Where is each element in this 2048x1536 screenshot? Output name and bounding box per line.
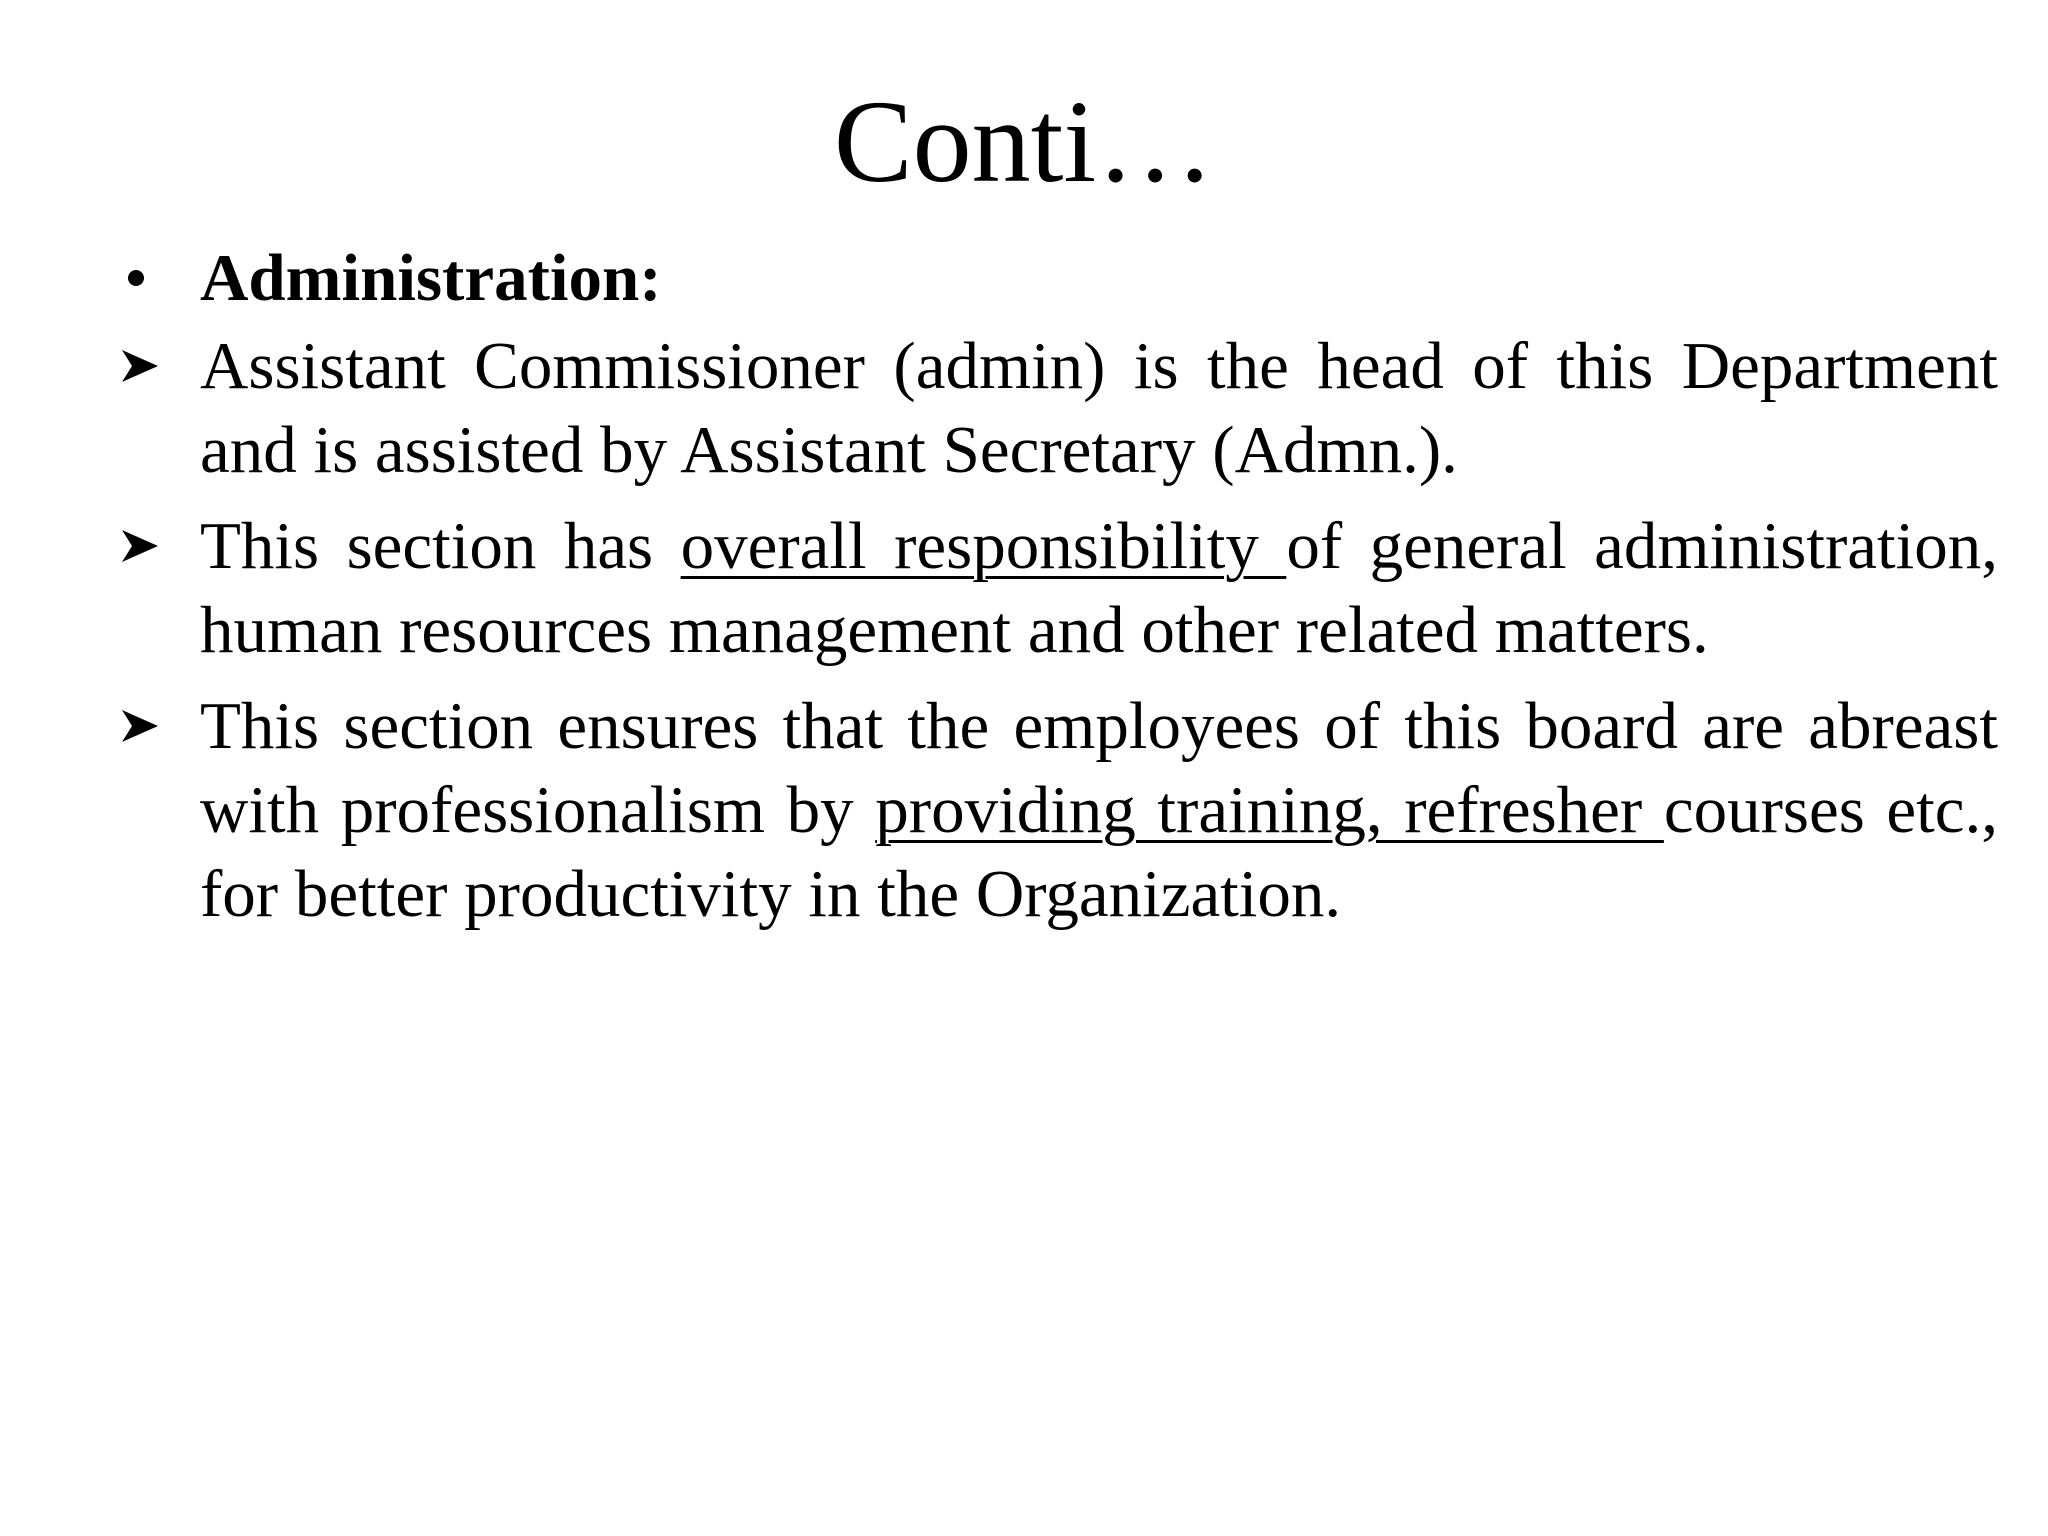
bullet-icon (120, 236, 180, 320)
slide-title: Conti… (833, 76, 1215, 207)
underlined-phrase: providing training, refresher (875, 773, 1664, 847)
arrow-bullet-icon (120, 324, 180, 408)
slide-body (120, 236, 1998, 948)
point-segment: This section has (200, 509, 681, 583)
list-item (120, 324, 1998, 492)
section-heading (120, 236, 1998, 320)
list-item (120, 684, 1998, 936)
point-segment: Assistant Commissioner (admin) is the head of this Department and is assisted by Assistant Secretary (Admn.). (200, 329, 1998, 487)
point-text (200, 689, 1998, 931)
arrow-bullet-icon (120, 504, 180, 588)
point-segment: courses etc., for better productivity in the Organization. (200, 773, 1999, 931)
arrow-bullet-icon (120, 684, 180, 768)
point-text (200, 509, 1998, 667)
point-text (200, 329, 1998, 487)
underlined-phrase: overall responsibility (680, 509, 1287, 583)
list-item (120, 504, 1998, 672)
section-heading-text: Administration: (200, 241, 662, 315)
point-segment: This section ensures that the employees of this board are abreast with professionalism by (200, 689, 1998, 847)
point-segment: of general administration, human resources management and other related matters. (200, 509, 1998, 667)
